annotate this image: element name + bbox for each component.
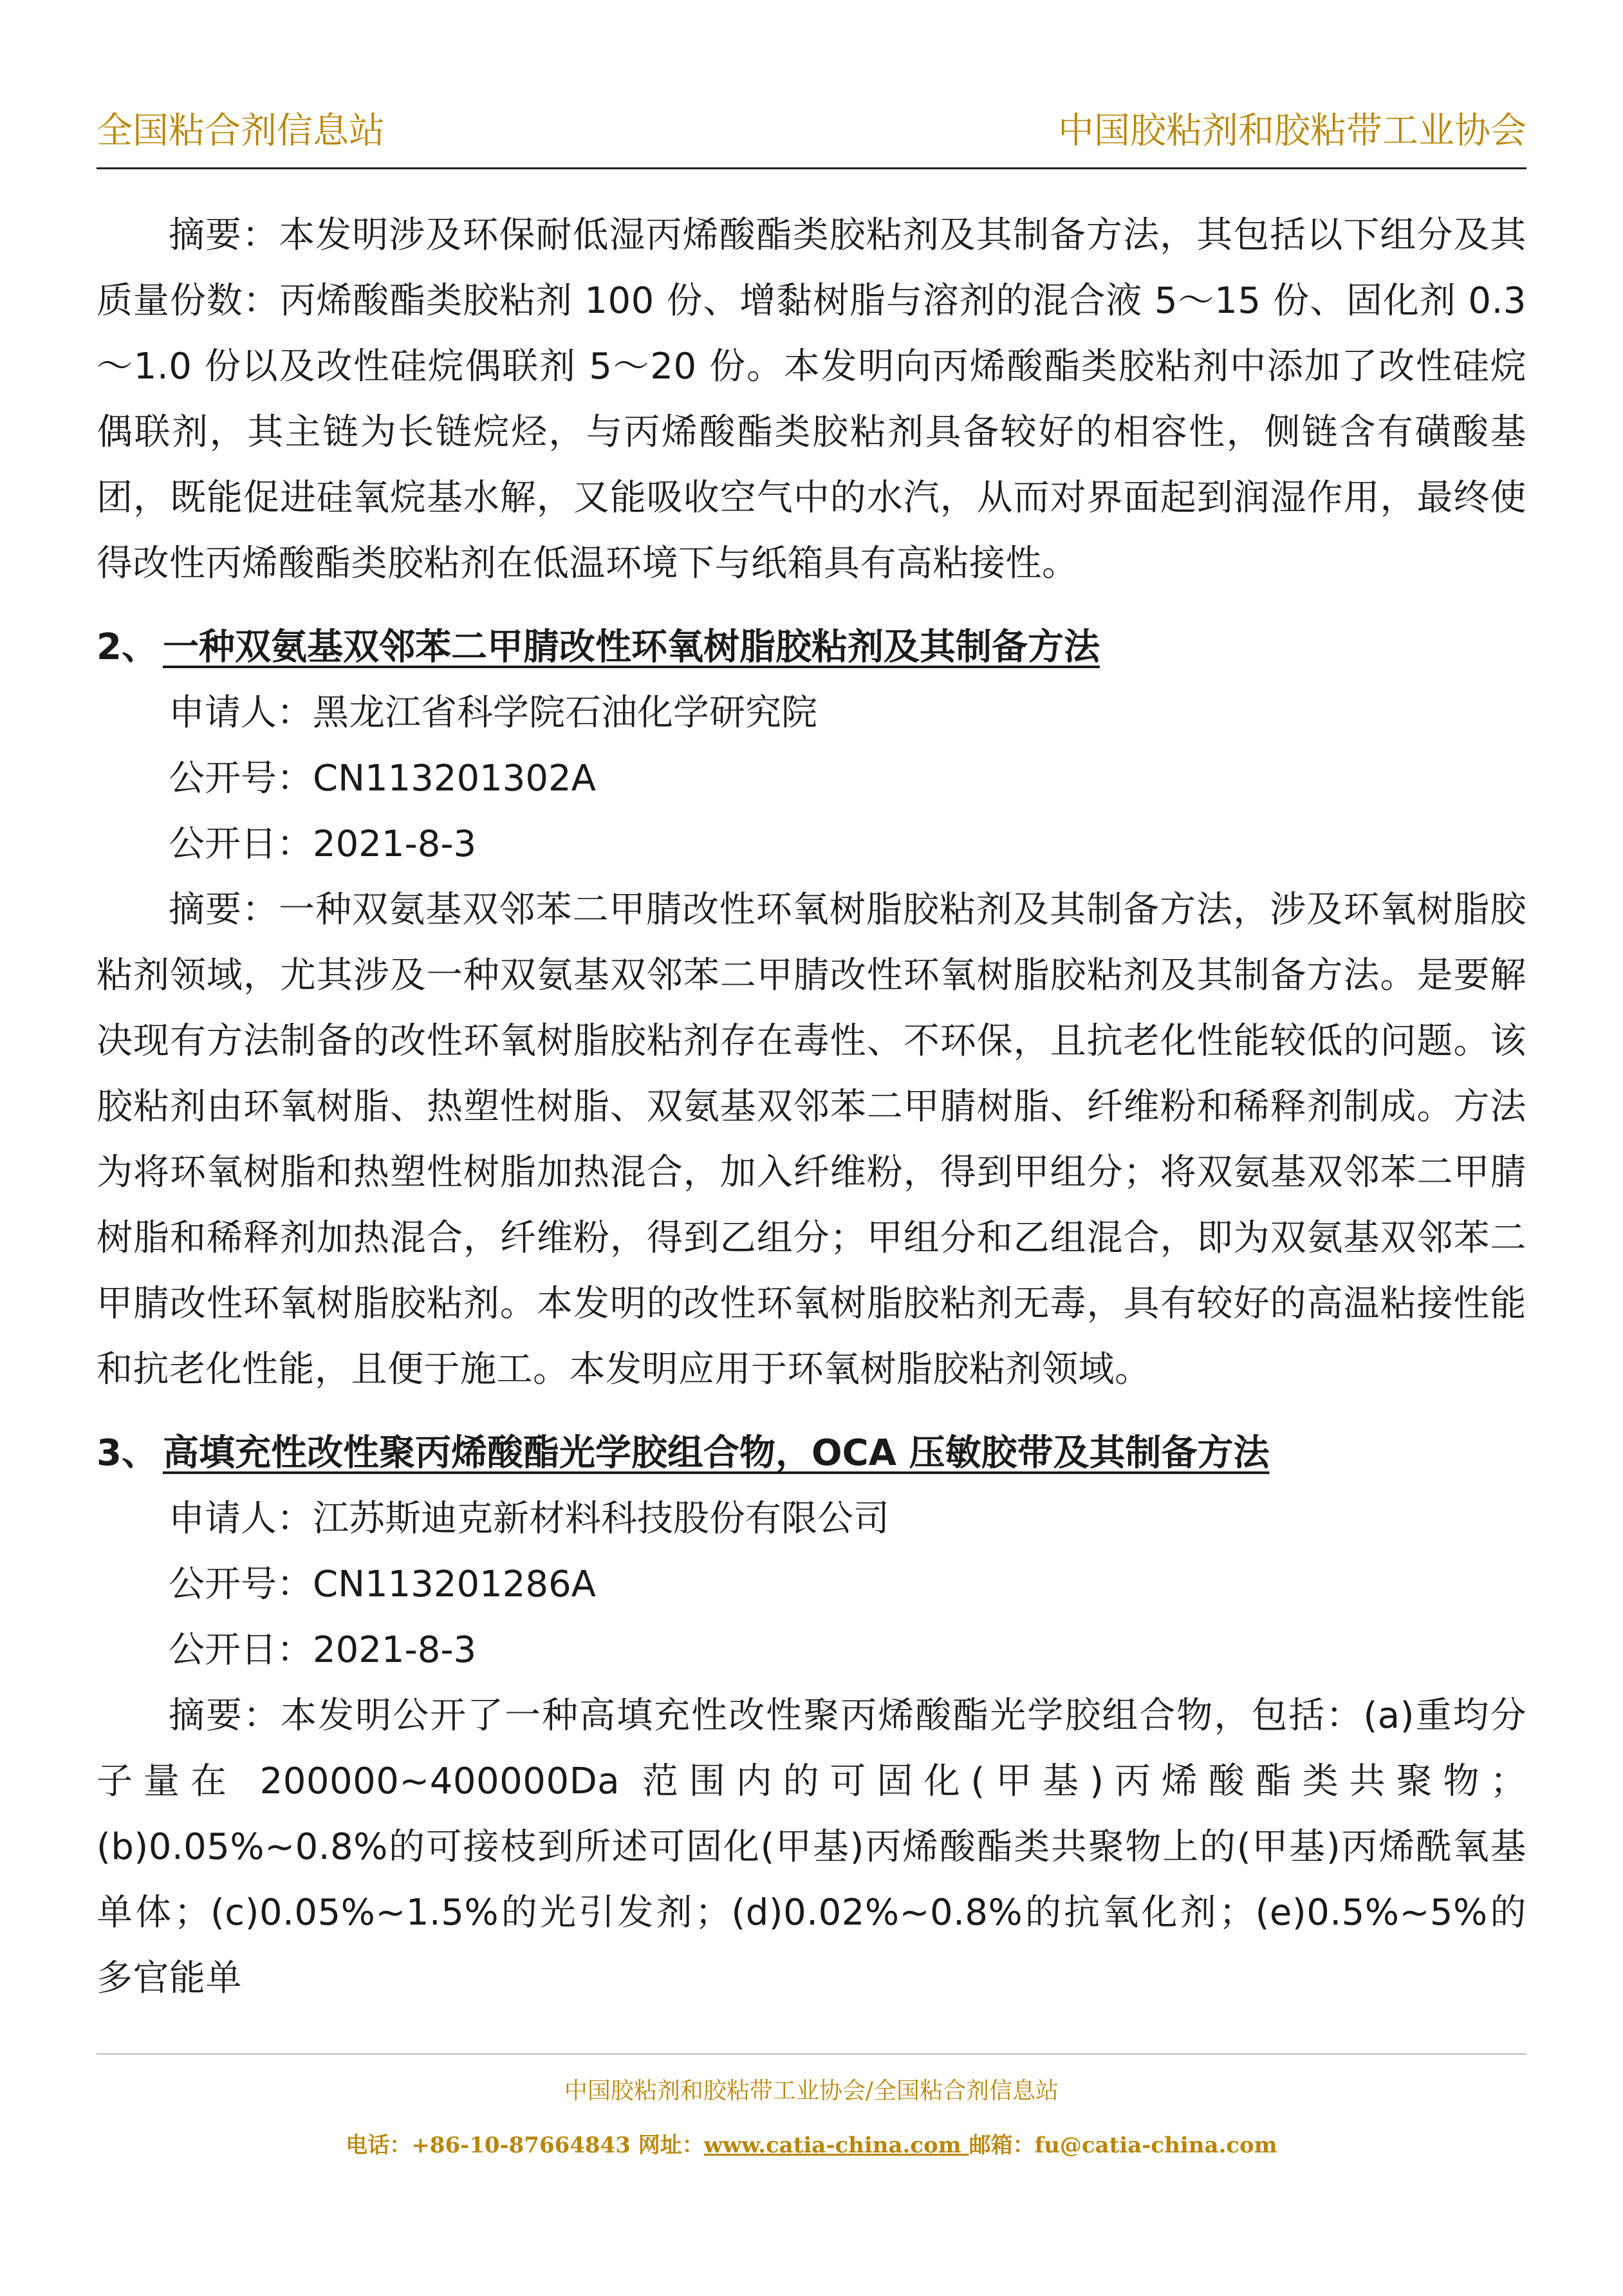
entry-publication-date: 公开日：2021-8-3 [169, 823, 477, 865]
header-divider [97, 167, 1526, 169]
continued-abstract: 摘要：本发明涉及环保耐低湿丙烯酸酯类胶粘剂及其制备方法，其包括以下组分及其质量份数：丙烯酸酯类胶粘剂 100 份、增黏树脂与溶剂的混合液 5～15 份、固化剂 0.3～1.0 份以及改性硅烷偶联剂 5～20 份。本发明向丙烯酸酯类胶粘剂中添加了改性硅烷偶联剂，其主链为长链烷烃，与丙烯酸酯类胶粘剂具备较好的相容性，侧链含有磺酸基团，既能促进硅氧烷基水解，又能吸收空气中的水汽，从而对界面起到润湿作用，最终使得改性丙烯酸酯类胶粘剂在低温环境下与纸箱具有高粘接性。 [97, 214, 1526, 584]
entry-number: 3、 [97, 1432, 158, 1474]
entry-applicant: 申请人：江苏斯迪克新材料科技股份有限公司 [169, 1498, 889, 1540]
header-site-name: 全国粘合剂信息站 [97, 110, 385, 152]
entry-publication-number: 公开号：CN113201302A [169, 758, 596, 799]
entry-applicant: 申请人：黑龙江省科学院石油化学研究院 [169, 692, 817, 734]
entry-heading [97, 1421, 1526, 1486]
entry-abstract: 摘要：一种双氨基双邻苯二甲腈改性环氧树脂胶粘剂及其制备方法，涉及环氧树脂胶粘剂领域，尤其涉及一种双氨基双邻苯二甲腈改性环氧树脂胶粘剂及其制备方法。是要解决现有方法制备的改性环氧树脂胶粘剂存在毒性、不环保，且抗老化性能较低的问题。该胶粘剂由环氧树脂、热塑性树脂、双氨基双邻苯二甲腈树脂、纤维粉和稀释剂制成。方法为将环氧树脂和热塑性树脂加热混合，加入纤维粉，得到甲组分；将双氨基双邻苯二甲腈树脂和稀释剂加热混合，纤维粉，得到乙组分；甲组分和乙组混合，即为双氨基双邻苯二甲腈改性环氧树脂胶粘剂。本发明的改性环氧树脂胶粘剂无毒，具有较好的高温粘接性能和抗老化性能，且便于施工。本发明应用于环氧树脂胶粘剂领域。 [97, 889, 1526, 1390]
entry-heading [97, 615, 1526, 680]
header-association-name: 中国胶粘剂和胶粘带工业协会 [1058, 110, 1526, 152]
entry-abstract: 摘要：本发明公开了一种高填充性改性聚丙烯酸酯光学胶组合物，包括：(a)重均分子量在 200000~400000Da 范围内的可固化(甲基)丙烯酸酯类共聚物；(b)0.05%~0.8%的可接枝到所述可固化(甲基)丙烯酸酯类共聚物上的(甲基)丙烯酰氧基单体；(c)0.05%~1.5%的光引发剂；(d)0.02%~0.8%的抗氧化剂；(e)0.5%~5%的多官能单 [97, 1695, 1526, 1999]
footer-organization: 中国胶粘剂和胶粘带工业协会/全国粘合剂信息站 [564, 2078, 1059, 2104]
entry-title: 高填充性改性聚丙烯酸酯光学胶组合物，OCA 压敏胶带及其制备方法 [162, 1432, 1270, 1474]
patent-entry-3 [97, 1421, 1526, 2011]
footer-phone: 电话：+86-10-87664843 网址： [346, 2133, 704, 2158]
entry-publication-number: 公开号：CN113201286A [169, 1563, 596, 1605]
entry-publication-date: 公开日：2021-8-3 [169, 1629, 477, 1671]
entry-title: 一种双氨基双邻苯二甲腈改性环氧树脂胶粘剂及其制备方法 [162, 626, 1100, 668]
document-body [97, 203, 1526, 2011]
entry-number: 2、 [97, 626, 158, 668]
footer-website-link[interactable]: www.catia-china.com [703, 2133, 969, 2158]
footer-divider [97, 2053, 1526, 2055]
patent-entry-2 [97, 615, 1526, 1403]
footer-contact [0, 2127, 1623, 2159]
footer-email: 邮箱：fu@catia-china.com [969, 2133, 1277, 2158]
